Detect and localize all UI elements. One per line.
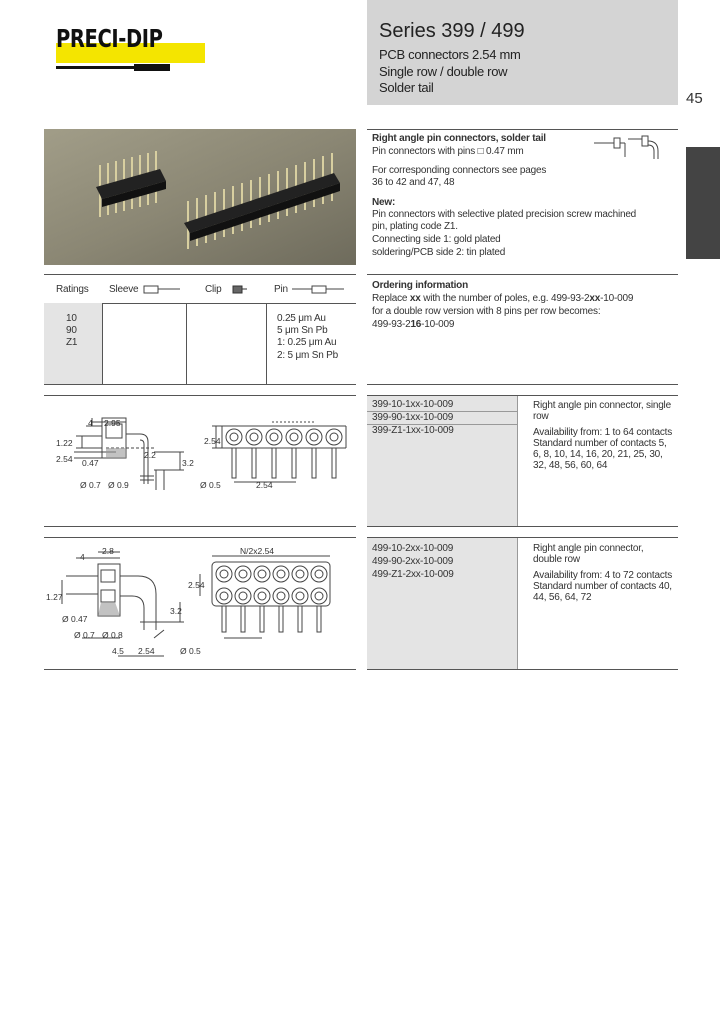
dim-label: 4.5 — [112, 646, 124, 656]
logo-tag — [134, 64, 170, 71]
double-row-bottom-rule-right — [367, 669, 678, 670]
part-number: 399-Z1-1xx-10-009 — [372, 425, 454, 436]
dim-label: Ø 0.47 — [62, 614, 88, 624]
ratings-divider-3 — [266, 303, 267, 385]
single-row-avail-1: Availability from: 1 to 64 contacts — [533, 427, 672, 438]
new-line-3: Connecting side 1: gold plated — [372, 234, 501, 245]
dim-label: 2.95 — [104, 418, 121, 428]
dim-label: 2.54 — [188, 580, 205, 590]
dim-label: N/2x2.54 — [240, 546, 275, 556]
clip-header: Clip — [205, 284, 222, 295]
new-line-2: pin, plating code Z1. — [372, 221, 458, 232]
dim-label: Ø 0.9 — [108, 480, 129, 490]
dim-label: Ø 0.8 — [102, 630, 123, 640]
double-row-avail-1: Availability from: 4 to 72 contacts — [533, 570, 672, 581]
dim-label: 1.27 — [46, 592, 63, 602]
rating-code: Z1 — [66, 337, 78, 348]
single-row-avail-2: Standard number of contacts 5, — [533, 438, 667, 449]
ordering-line-1: Replace xx with the number of poles, e.g. 499-93-2xx-10-009 — [372, 293, 634, 304]
page-title: Series 399 / 499 — [379, 20, 525, 42]
pin-size-line: Pin connectors with pins □ 0.47 mm — [372, 146, 524, 157]
clip-icon — [232, 284, 248, 296]
code-box-divider — [517, 538, 518, 669]
rating-code: 10 — [66, 313, 77, 324]
dim-label: Ø 0.5 — [200, 480, 221, 490]
sleeve-icon — [142, 284, 182, 296]
part-number: 399-90-1xx-10-009 — [372, 412, 454, 423]
ordering-line-3: 499-93-216-10-009 — [372, 319, 455, 330]
pin-value: 1: 0.25 μm Au — [277, 337, 337, 348]
new-heading: New: — [372, 197, 396, 208]
ordering-line-2: for a double row version with 8 pins per row becomes: — [372, 306, 601, 317]
ratings-header-rule — [102, 303, 356, 304]
dim-label: 2.54 — [56, 454, 73, 464]
double-row-desc-1: Right angle pin connector, — [533, 543, 644, 554]
pin-value: 2: 5 μm Sn Pb — [277, 350, 338, 361]
rating-code: 90 — [66, 325, 77, 336]
double-row-avail-2: Standard number of contacts 40, — [533, 581, 672, 592]
sleeve-header: Sleeve — [109, 284, 139, 295]
double-row-avail-3: 44, 56, 64, 72 — [533, 592, 592, 603]
subtitle-line-3: Solder tail — [379, 80, 434, 95]
double-row-desc-2: double row — [533, 554, 580, 565]
ratings-divider-1 — [102, 303, 103, 385]
pin-header: Pin — [274, 284, 288, 295]
rule-ratings-top — [44, 274, 356, 275]
pin-value: 5 μm Sn Pb — [277, 325, 328, 336]
dim-label: 1.22 — [56, 438, 73, 448]
part-number: 399-10-1xx-10-009 — [372, 399, 454, 410]
ratings-divider-2 — [186, 303, 187, 385]
dim-label: 2.54 — [138, 646, 155, 656]
dim-label: Ø 0.7 — [80, 480, 101, 490]
single-row-bottom-rule-right — [367, 526, 678, 527]
subtitle-line-1: PCB connectors 2.54 mm — [379, 47, 521, 62]
subtitle-line-2: Single row / double row — [379, 64, 508, 79]
pin-icon — [290, 284, 346, 296]
part-number: 499-10-2xx-10-009 — [372, 543, 454, 554]
single-row-desc-2: row — [533, 411, 549, 422]
double-row-drawing — [44, 538, 356, 668]
single-row-drawing — [44, 396, 356, 524]
dim-label: 2.54 — [204, 436, 221, 446]
rule-ordering-top — [367, 274, 678, 275]
product-photo — [44, 129, 356, 265]
description-heading: Right angle pin connectors, solder tail — [372, 133, 546, 144]
ordering-bottom-rule — [367, 384, 678, 385]
page-number: 45 — [686, 90, 703, 107]
single-row-avail-4: 32, 48, 56, 60, 64 — [533, 460, 608, 471]
dim-label: Ø 0.7 — [74, 630, 95, 640]
part-number: 499-Z1-2xx-10-009 — [372, 569, 454, 580]
dim-label: 3.2 — [182, 458, 194, 468]
double-row-bottom-rule — [44, 669, 356, 670]
brand-logo: PRECI-DIP — [56, 24, 163, 53]
rule-description-top — [367, 129, 678, 130]
ratings-bottom-rule — [44, 384, 356, 385]
right-angle-connector-icon — [592, 135, 668, 161]
dim-label: 4 — [80, 552, 85, 562]
ratings-header: Ratings — [56, 284, 89, 295]
new-line-4: soldering/PCB side 2: tin plated — [372, 247, 506, 258]
dim-label: 2.2 — [144, 450, 156, 460]
side-tab — [686, 147, 720, 259]
pin-value: 0.25 μm Au — [277, 313, 326, 324]
single-row-avail-3: 6, 8, 10, 14, 16, 20, 21, 25, 30, — [533, 449, 663, 460]
dim-label: 2.8 — [102, 546, 114, 556]
corresponding-line-2: 36 to 42 and 47, 48 — [372, 177, 455, 188]
dim-label: 3.2 — [170, 606, 182, 616]
part-number: 499-90-2xx-10-009 — [372, 556, 454, 567]
dim-label: 4 — [88, 418, 93, 428]
ordering-heading: Ordering information — [372, 280, 469, 291]
code-box-divider — [517, 396, 518, 526]
dim-label: 0.47 — [82, 458, 99, 468]
dim-label: 2.54 — [256, 480, 273, 490]
single-row-bottom-rule — [44, 526, 356, 527]
new-line-1: Pin connectors with selective plated precision screw machined — [372, 209, 637, 220]
dim-label: Ø 0.5 — [180, 646, 201, 656]
single-row-desc-1: Right angle pin connector, single — [533, 400, 671, 411]
corresponding-line-1: For corresponding connectors see pages — [372, 165, 547, 176]
